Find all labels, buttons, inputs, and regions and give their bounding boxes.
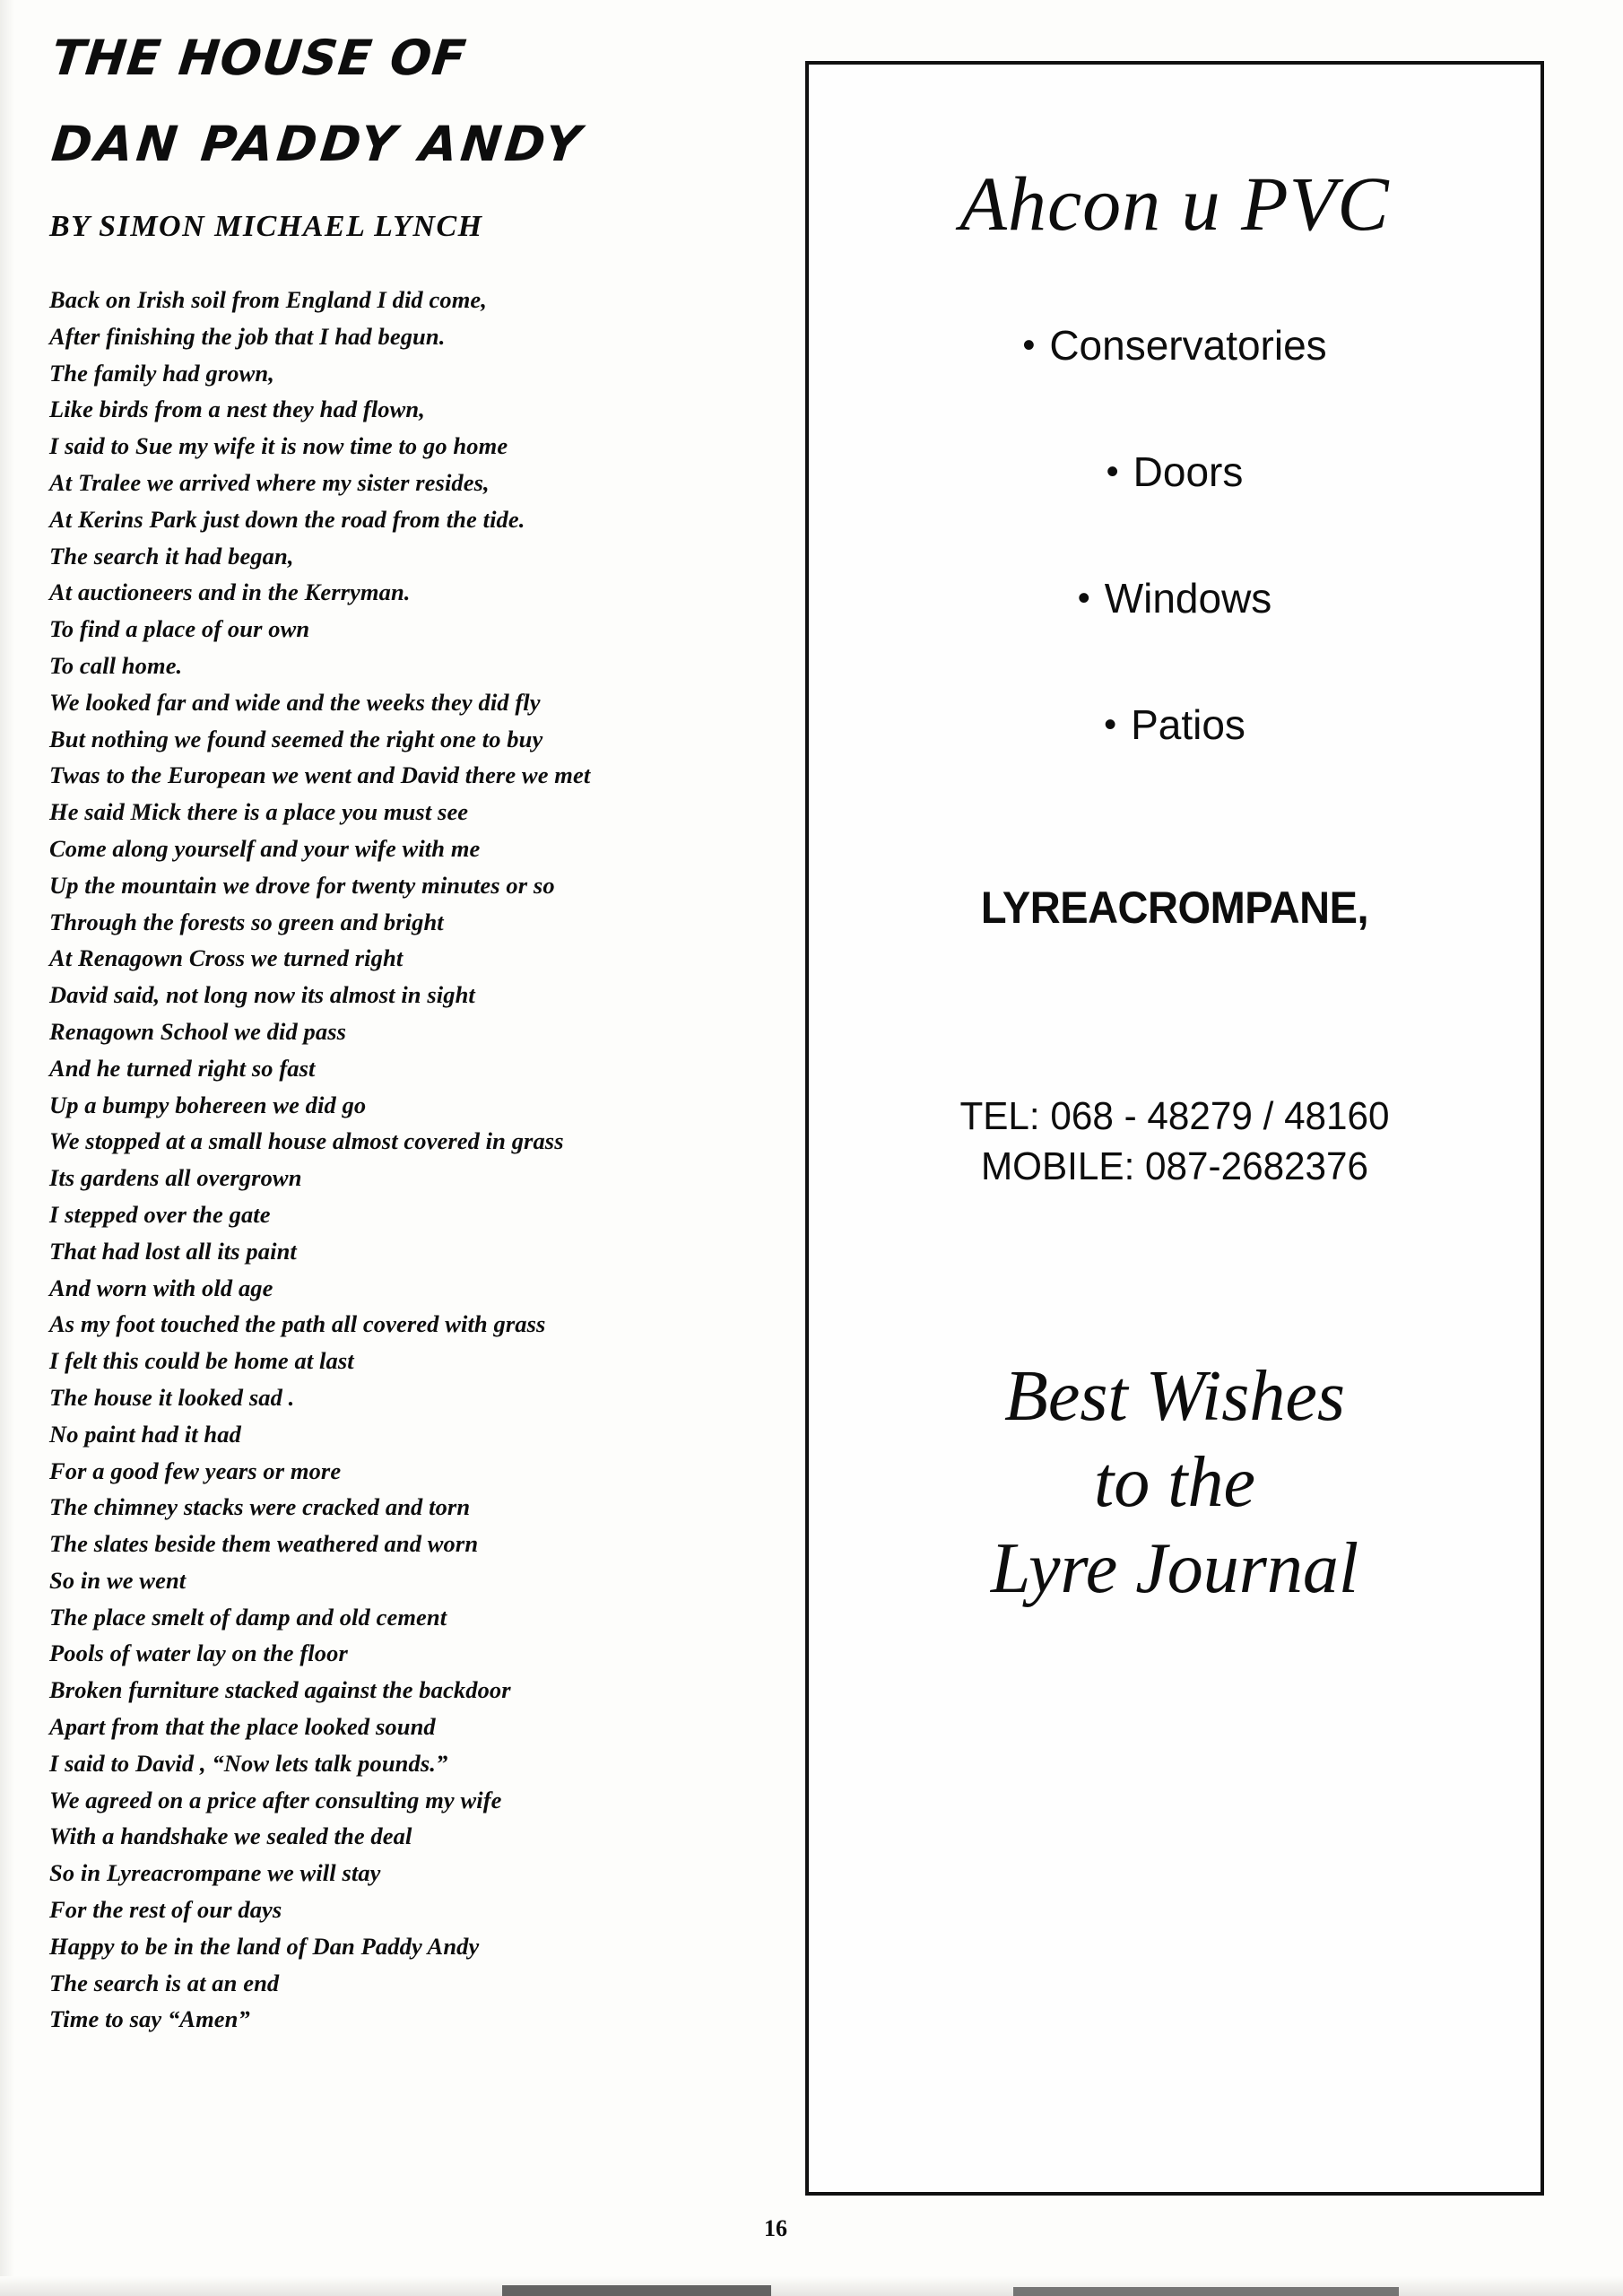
best-wishes-message [832, 1353, 1517, 1612]
poem-line: At Renagown Cross we turned right [49, 944, 404, 972]
poem-line: At Tralee we arrived where my sister resides, [49, 468, 490, 496]
best-wishes-line-1: Best Wishes [1004, 1357, 1345, 1436]
poem-line: At auctioneers and in the Kerryman. [49, 578, 411, 606]
bullet-point-icon: • [1022, 326, 1036, 365]
service-list-item [832, 701, 1517, 748]
advertiser-contact-block [846, 1091, 1503, 1192]
poem-line: To find a place of our own [49, 615, 310, 643]
poem-line: As my foot touched the path all covered with grass [49, 1310, 546, 1338]
poem-line: I felt this could be home at last [49, 1347, 354, 1375]
poem-line: Happy to be in the land of Dan Paddy Andy [49, 1932, 480, 1960]
poem-line: That had lost all its paint [49, 1237, 297, 1265]
poem-line: Renagown School we did pass [49, 1017, 347, 1045]
poem-line: And worn with old age [49, 1274, 273, 1301]
poem-line: Come along yourself and your wife with me [49, 834, 481, 862]
poem-line: The house it looked sad . [49, 1383, 295, 1411]
telephone-number: TEL: 068 - 48279 / 48160 [959, 1094, 1390, 1138]
poem-line: For the rest of our days [49, 1896, 282, 1924]
poem-line: We stopped at a small house almost covered in grass [49, 1127, 564, 1155]
poem-verse-body [49, 282, 767, 2038]
poem-line: Its gardens all overgrown [49, 1164, 302, 1192]
poem-line: I stepped over the gate [49, 1200, 271, 1228]
poem-line: Through the forests so green and bright [49, 908, 444, 935]
service-list-item [832, 448, 1517, 495]
poem-line: The place smelt of damp and old cement [49, 1603, 447, 1631]
poem-line: And he turned right so fast [49, 1054, 316, 1082]
best-wishes-line-3: Lyre Journal [990, 1529, 1359, 1608]
poem-line: For a good few years or more [49, 1457, 342, 1484]
poem-line: The chimney stacks were cracked and torn [49, 1493, 471, 1521]
page-number: 16 [764, 2215, 787, 2241]
scan-artifact-right [1013, 2287, 1399, 2296]
poem-line: I said to Sue my wife it is now time to go home [49, 432, 508, 460]
poem-line: The family had grown, [49, 359, 274, 387]
poem-line: With a handshake we sealed the deal [49, 1822, 412, 1850]
poem-line: Twas to the European we went and David there we met [49, 761, 591, 789]
service-label: Patios [1131, 701, 1245, 748]
poem-line: To call home. [49, 651, 183, 679]
poem-line: He said Mick there is a place you must see [49, 798, 469, 826]
services-list [832, 322, 1517, 748]
poem-line: After finishing the job that I had begun. [49, 322, 446, 350]
poem-line: Apart from that the place looked sound [49, 1713, 436, 1741]
poem-line: At Kerins Park just down the road from the tide. [49, 505, 525, 533]
poem-line: The slates beside them weathered and worn [49, 1530, 479, 1558]
poem-line: So in Lyreacrompane we will stay [49, 1859, 381, 1887]
bullet-point-icon: • [1106, 452, 1119, 491]
poem-line: I said to David , “Now lets talk pounds.” [49, 1749, 448, 1777]
poem-byline: BY SIMON MICHAEL LYNCH [49, 210, 483, 243]
poem-line: Broken furniture stacked against the backdoor [49, 1676, 511, 1704]
bullet-point-icon: • [1104, 705, 1117, 744]
poem-line: So in we went [49, 1566, 187, 1594]
advertisement-box [805, 61, 1544, 2196]
poem-line: No paint had it had [49, 1420, 241, 1448]
bullet-point-icon: • [1077, 578, 1090, 618]
poem-line: Up a bumpy bohereen we did go [49, 1091, 367, 1118]
service-label: Doors [1133, 448, 1244, 495]
service-list-item [832, 575, 1517, 622]
poem-line: Like birds from a nest they had flown, [49, 396, 425, 423]
best-wishes-line-2: to the [1094, 1443, 1255, 1522]
poem-line: The search it had began, [49, 542, 294, 570]
poem-title-line-2: DAN PADDY ANDY [48, 116, 587, 172]
service-label: Windows [1104, 575, 1272, 622]
poem-title-line-1: THE HOUSE OF [48, 30, 470, 86]
poem-line: David said, not long now its almost in sight [49, 981, 475, 1009]
advertiser-name: Ahcon u PVC [959, 161, 1390, 247]
service-list-item [832, 322, 1517, 369]
scan-edge-shadow-left [0, 0, 14, 2296]
poem-line: We looked far and wide and the weeks they did fly [49, 688, 541, 716]
poem-line: The search is at an end [49, 1969, 280, 1996]
poem-line: Up the mountain we drove for twenty minutes or so [49, 871, 555, 899]
mobile-number: MOBILE: 087-2682376 [980, 1144, 1369, 1188]
poem-line: We agreed on a price after consulting my wife [49, 1786, 502, 1813]
advertiser-location: LYREACROMPANE, [980, 883, 1369, 933]
advertisement-content [809, 65, 1541, 2192]
poem-article [48, 30, 767, 2038]
poem-line: But nothing we found seemed the right one to buy [49, 725, 543, 752]
poem-line: Pools of water lay on the floor [49, 1639, 348, 1667]
poem-line: Back on Irish soil from England I did come, [49, 286, 488, 313]
service-label: Conservatories [1049, 322, 1327, 369]
poem-line: Time to say “Amen” [49, 2005, 250, 2033]
scan-artifact-left [502, 2285, 771, 2296]
